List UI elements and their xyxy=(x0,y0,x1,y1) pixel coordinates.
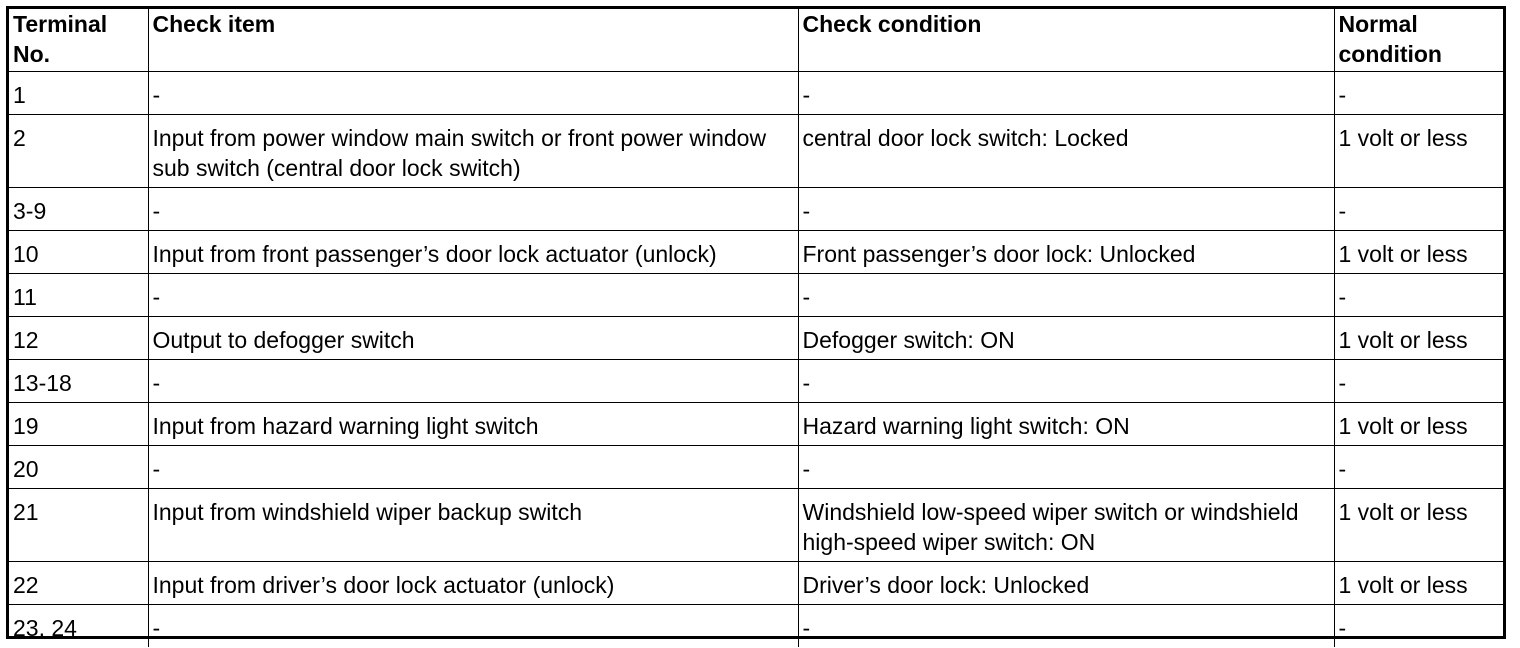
cell-terminal: 20 xyxy=(9,446,148,489)
cell-check-item: - xyxy=(148,446,798,489)
header-check-condition: Check condition xyxy=(798,9,1334,72)
cell-check-item: Input from windshield wiper backup switch xyxy=(148,489,798,562)
cell-normal-condition: - xyxy=(1334,446,1503,489)
cell-check-condition: - xyxy=(798,188,1334,231)
cell-terminal: 23, 24 xyxy=(9,605,148,648)
cell-check-item: - xyxy=(148,605,798,648)
cell-terminal: 13-18 xyxy=(9,360,148,403)
cell-check-condition: - xyxy=(798,274,1334,317)
cell-check-condition: Front passenger’s door lock: Unlocked xyxy=(798,231,1334,274)
header-normal-condition: Normal condition xyxy=(1334,9,1503,72)
cell-terminal: 10 xyxy=(9,231,148,274)
cell-check-condition: Windshield low-speed wiper switch or windshield high-speed wiper switch: ON xyxy=(798,489,1334,562)
table-row xyxy=(9,72,1503,115)
cell-normal-condition: 1 volt or less xyxy=(1334,489,1503,562)
cell-terminal: 1 xyxy=(9,72,148,115)
cell-normal-condition: - xyxy=(1334,72,1503,115)
table-row xyxy=(9,605,1503,648)
table-row xyxy=(9,188,1503,231)
table-row xyxy=(9,403,1503,446)
cell-check-item: - xyxy=(148,274,798,317)
table-row xyxy=(9,446,1503,489)
cell-check-condition: Hazard warning light switch: ON xyxy=(798,403,1334,446)
cell-terminal: 2 xyxy=(9,115,148,188)
cell-terminal: 3-9 xyxy=(9,188,148,231)
cell-normal-condition: - xyxy=(1334,605,1503,648)
table-row xyxy=(9,360,1503,403)
cell-check-condition: Driver’s door lock: Unlocked xyxy=(798,562,1334,605)
cell-terminal: 12 xyxy=(9,317,148,360)
cell-check-item: Output to defogger switch xyxy=(148,317,798,360)
cell-check-condition: Defogger switch: ON xyxy=(798,317,1334,360)
cell-check-item: Input from driver’s door lock actuator (unlock) xyxy=(148,562,798,605)
table-row xyxy=(9,489,1503,562)
cell-check-item: - xyxy=(148,360,798,403)
cell-check-condition: - xyxy=(798,72,1334,115)
cell-normal-condition: - xyxy=(1334,360,1503,403)
cell-check-item: Input from power window main switch or front power window sub switch (central door lock switch) xyxy=(148,115,798,188)
cell-check-condition: - xyxy=(798,605,1334,648)
table-row xyxy=(9,231,1503,274)
cell-check-item: - xyxy=(148,188,798,231)
table-row xyxy=(9,274,1503,317)
header-check-item: Check item xyxy=(148,9,798,72)
cell-check-item: - xyxy=(148,72,798,115)
cell-normal-condition: - xyxy=(1334,188,1503,231)
cell-check-condition: - xyxy=(798,446,1334,489)
cell-terminal: 21 xyxy=(9,489,148,562)
table-row xyxy=(9,562,1503,605)
cell-terminal: 22 xyxy=(9,562,148,605)
cell-terminal: 11 xyxy=(9,274,148,317)
table-row xyxy=(9,115,1503,188)
terminal-check-table xyxy=(9,9,1503,647)
cell-normal-condition: 1 volt or less xyxy=(1334,562,1503,605)
cell-normal-condition: - xyxy=(1334,274,1503,317)
cell-check-condition: - xyxy=(798,360,1334,403)
table-row xyxy=(9,317,1503,360)
cell-normal-condition: 1 volt or less xyxy=(1334,231,1503,274)
cell-check-condition: central door lock switch: Locked xyxy=(798,115,1334,188)
cell-normal-condition: 1 volt or less xyxy=(1334,403,1503,446)
cell-terminal: 19 xyxy=(9,403,148,446)
header-row xyxy=(9,9,1503,72)
cell-check-item: Input from front passenger’s door lock actuator (unlock) xyxy=(148,231,798,274)
cell-normal-condition: 1 volt or less xyxy=(1334,317,1503,360)
terminal-check-table-frame xyxy=(6,6,1506,639)
cell-normal-condition: 1 volt or less xyxy=(1334,115,1503,188)
cell-check-item: Input from hazard warning light switch xyxy=(148,403,798,446)
header-terminal-no: Terminal No. xyxy=(9,9,148,72)
